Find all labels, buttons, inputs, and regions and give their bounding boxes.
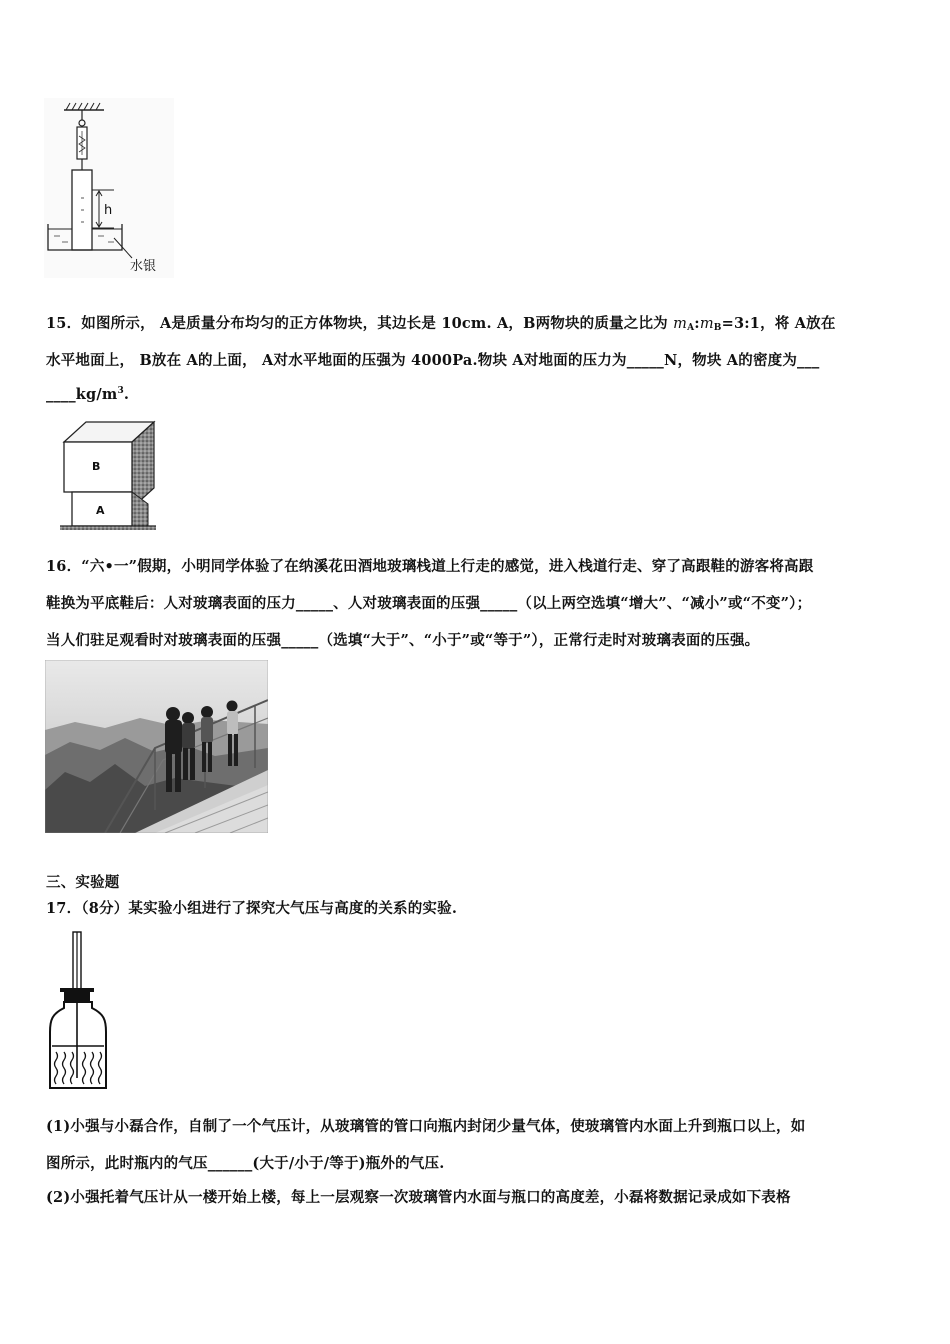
block-a-label: A: [96, 504, 105, 517]
q17-intro: 17．（8分）某实验小组进行了探究大气压与高度的关系的实验.: [46, 900, 458, 917]
q15-line-2: 水平地面上， B放在 A的上面， A对水平地面的压强为 4000Pa.物块 A对地面的压力为_____N，物块 A的密度为___: [46, 352, 820, 369]
block-b-label: B: [92, 460, 101, 473]
q17-part2-line-1: (2)小强托着气压计从一楼开始上楼，每上一层观察一次玻璃管内水面与瓶口的高度差，小磊将数据记录成如下表格: [46, 1189, 791, 1206]
q16-line-2: 鞋换为平底鞋后：人对玻璃表面的压力_____、人对玻璃表面的压强_____（以上两空选填“增大”、“减小”或“不变”）；: [46, 595, 812, 612]
section-title: 三、实验题: [46, 874, 120, 891]
mercury-label: 水银: [130, 259, 157, 274]
spring-balance-mercury-figure: [44, 98, 174, 278]
glass-walkway-photo: [45, 660, 268, 833]
q17-part1-line-2: 图所示，此时瓶内的气压______(大于/小于/等于)瓶外的气压.: [46, 1155, 445, 1172]
q16-line-3: 当人们驻足观看时对玻璃表面的压强_____（选填“大于”、“小于”或“等于”），正常行走时对玻璃表面的压强。: [46, 632, 760, 649]
q16-line-1: 16．“六•一”假期，小明同学体验了在纳溪花田酒地玻璃栈道上行走的感觉，进入栈道行走、穿了高跟鞋的游客将高跟: [46, 558, 814, 575]
height-h-label: h: [104, 203, 113, 218]
q15-line-1: 15．如图所示， A是质量分布均匀的正方体物块，其边长是 10cm. A，B两物块的质量之比为 $m_A:m_B=3:1$，将 A放在: [46, 315, 836, 333]
q15-line-3: $\_\_\_\_kg/m^3$.: [46, 386, 130, 403]
stacked-blocks-figure: [58, 420, 158, 532]
q17-part1-line-1: (1)小强与小磊合作，自制了一个气压计，从玻璃管的管口向瓶内封闭少量气体，使玻璃管内水面上升到瓶口以上，如: [46, 1118, 806, 1135]
homemade-barometer-figure: [46, 928, 110, 1092]
